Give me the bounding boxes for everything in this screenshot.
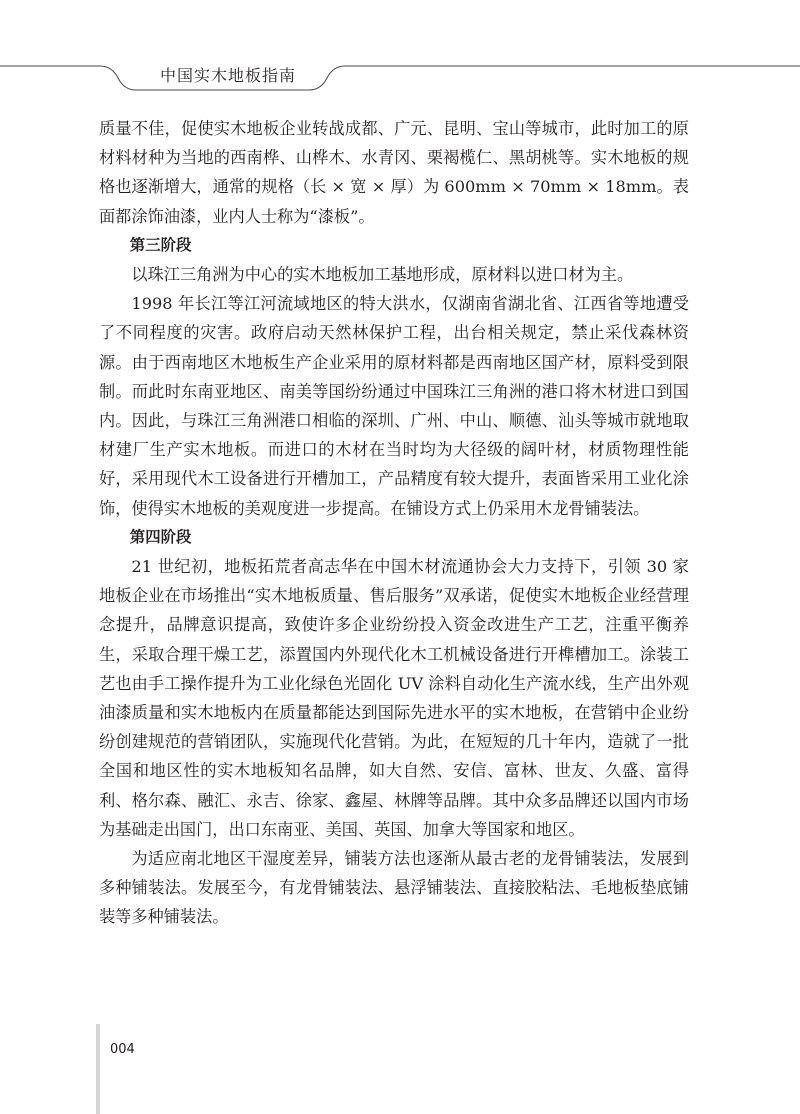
paragraph: 为适应南北地区干湿度差异，铺装方法也逐渐从最古老的龙骨铺装法，发展到多种铺装法。发展至今，有龙骨铺装法、悬浮铺装法、直接胶粘法、毛地板垫底铺装等多种铺装法。 [99, 849, 689, 927]
paragraph: 1998 年长江等江河流域地区的特大洪水，仅湖南省湖北省、江西省等地遭受了不同程度的灾害。政府启动天然林保护工程，出台相关规定，禁止采伐森林资源。由于西南地区木地板生产企业采用的原材料都是西南地区国产材，原料受到限制。而此时东南亚地区、南美等国纷纷通过中国珠江三角洲的港口将木材进口到国内。因此，与珠江三角洲港口相临的深圳、广州、中山、顺德、汕头等城市就地取材建厂生产实木地板。而进口的木材在当时均为大径级的阔叶材，材质物理性能好，采用现代木工设备进行开槽加工，产品精度有较大提升，表面皆采用工业化涂饰，使得实木地板的美观度进一步提高。在铺设方式上仍采用木龙骨铺装法。 [99, 294, 689, 518]
section-heading: 第四阶段 [129, 527, 192, 546]
paragraph: 以珠江三角洲为中心的实木地板加工基地形成，原材料以进口材为主。 [131, 265, 634, 285]
running-header-title: 中国实木地板指南 [160, 66, 297, 85]
paragraph: 质量不佳，促使实木地板企业转战成都、广元、昆明、宝山等城市，此时加工的原材料材种为当地的西南桦、山桦木、水青冈、栗褐榄仁、黑胡桃等。实木地板的规格也逐渐增大，通常的规格（长 × 宽 × 厚）为 600mm × 70mm × 18mm。表面都涂饰油漆，业内人士称为“漆板”。 [99, 119, 689, 226]
section-heading: 第三阶段 [129, 235, 192, 254]
paragraph: 21 世纪初，地板拓荒者高志华在中国木材流通协会大力支持下，引领 30 家地板企业在市场推出“实木地板质量、售后服务”双承诺，促使实木地板企业经营理念提升，品牌意识提高，致使许多企业纷纷投入资金改进生产工艺，注重平衡养生，采取合理干燥工艺，添置国内外现代化木工机械设备进行开榫槽加工。涂装工艺也由手工操作提升为工业化绿色光固化 UV 涂料自动化生产流水线，生产出外观油漆质量和实木地板内在质量都能达到国际先进水平的实木地板，在营销中企业纷纷创建规范的营销团队，实施现代化营销。为此，在短短的几十年内，造就了一批全国和地区性的实木地板知名品牌，如大自然、安信、富林、世友、久盛、富得利、格尔森、融汇、永吉、徐家、鑫屋、林牌等品牌。其中众多品牌还以国内市场为基础走出国门，出口东南亚、美国、英国、加拿大等国家和地区。 [99, 557, 689, 839]
body-text [99, 114, 689, 932]
page-header [0, 0, 800, 100]
page-margin-bar [96, 1024, 100, 1114]
page-number: 004 [110, 1042, 135, 1057]
header-rule-line [0, 0, 800, 100]
